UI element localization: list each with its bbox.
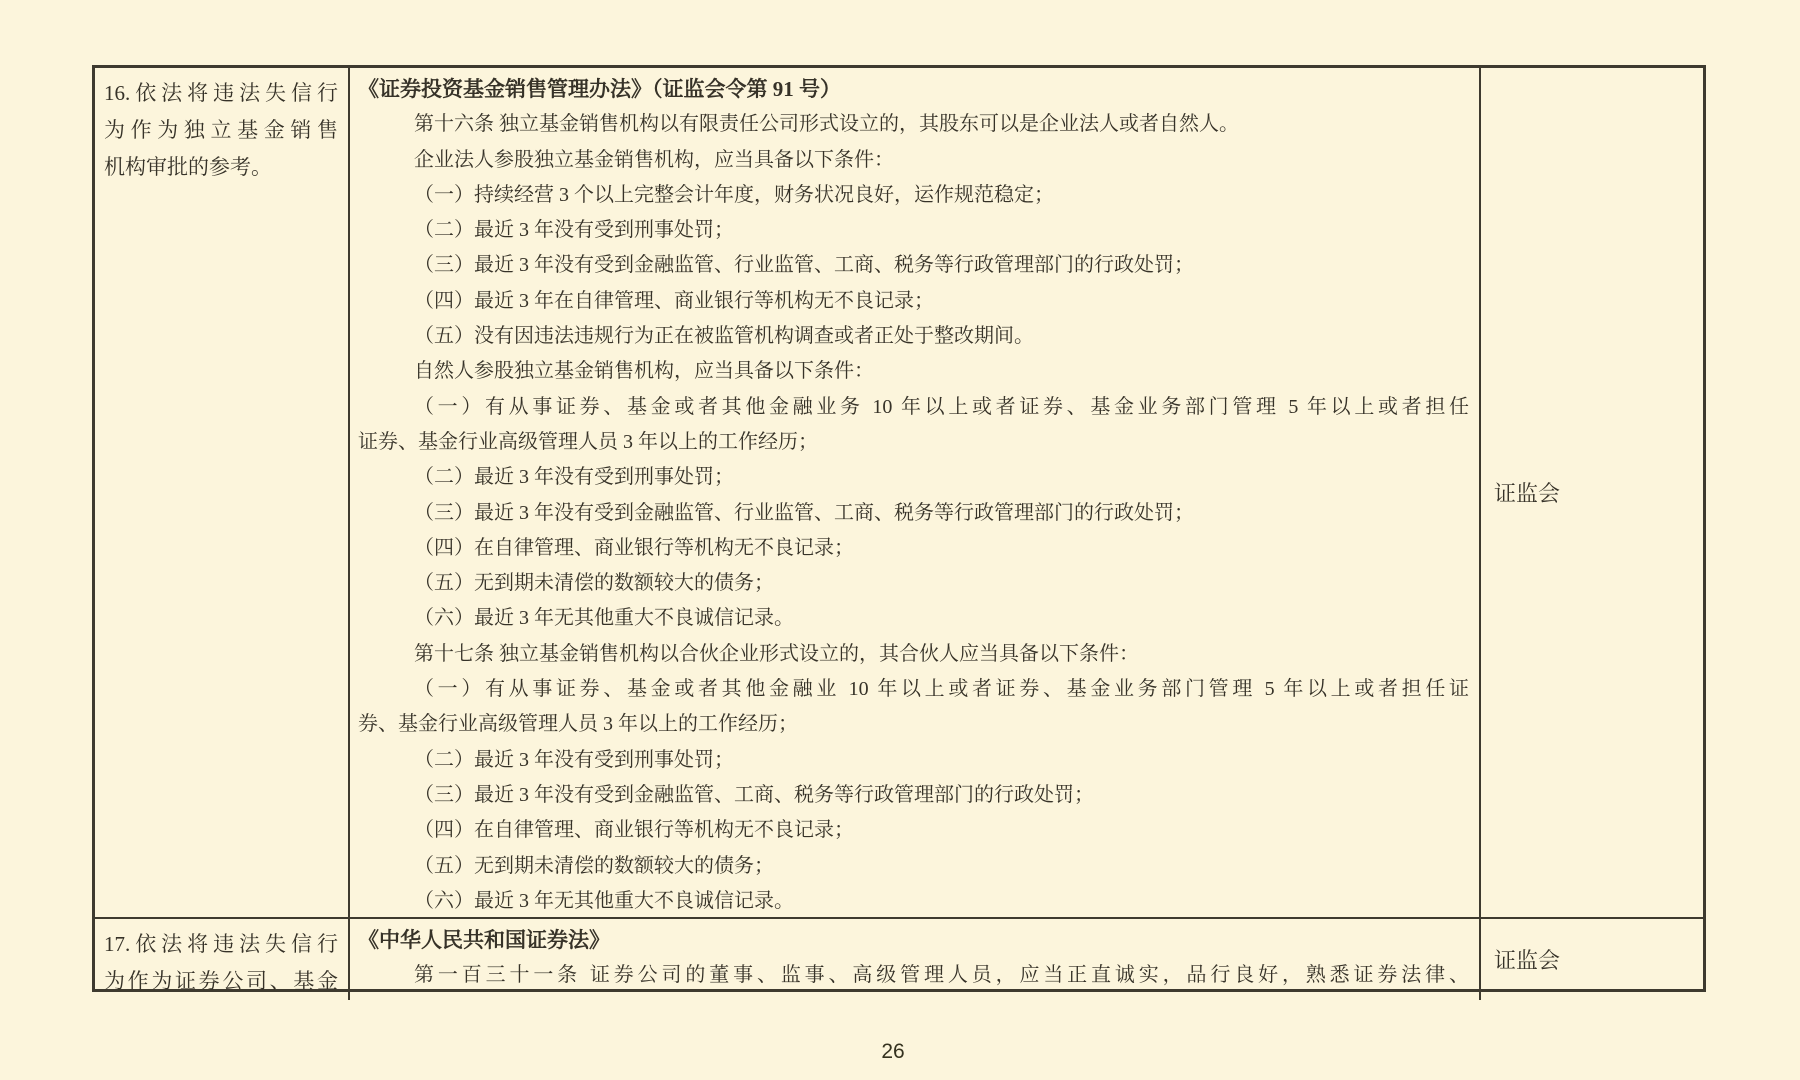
legal-text-line: （四）在自律管理、商业银行等机构无不良记录； xyxy=(414,536,854,559)
legal-text-line: 第一百三十一条 证券公司的董事、监事、高级管理人员，应当正直诚实，品行良好，熟悉证券法律、 xyxy=(414,964,1469,987)
legal-text-line: （二）最近 3 年没有受到刑事处罚； xyxy=(414,748,734,771)
legal-text-line: （二）最近 3 年没有受到刑事处罚； xyxy=(414,219,734,242)
legal-text-line: （五）无到期未清偿的数额较大的债务； xyxy=(414,854,774,877)
table-row xyxy=(95,919,1703,1000)
legal-text-line: （六）最近 3 年无其他重大不良诚信记录。 xyxy=(414,889,794,912)
legal-text-line: （三）最近 3 年没有受到金融监管、行业监管、工商、税务等行政管理部门的行政处罚； xyxy=(414,501,1194,524)
authority-cell xyxy=(1481,68,1703,917)
criterion-line: 16.依法将违法失信行 xyxy=(104,81,338,105)
table-row xyxy=(95,68,1703,919)
legal-text-line: （一）有从事证券、基金或者其他金融业 10 年以上或者证券、基金业务部门管理 5 年以上或者担任证 xyxy=(414,678,1469,701)
legal-text-line: 券、基金行业高级管理人员 3 年以上的工作经历； xyxy=(358,713,798,736)
legal-text-line: 第十七条 独立基金销售机构以合伙企业形式设立的，其合伙人应当具备以下条件： xyxy=(414,642,1139,665)
legal-basis-cell xyxy=(350,68,1481,917)
legal-text-line: （五）无到期未清偿的数额较大的债务； xyxy=(414,572,774,595)
authority-label: 证监会 xyxy=(1494,481,1561,506)
criterion-line: 为作为证券公司、基金 xyxy=(104,969,338,993)
legal-text-line: （一）持续经营 3 个以上完整会计年度，财务状况良好，运作规范稳定； xyxy=(414,183,1054,206)
legal-text-line: 企业法人参股独立基金销售机构，应当具备以下条件： xyxy=(414,148,894,171)
legal-text-line: 自然人参股独立基金销售机构，应当具备以下条件： xyxy=(414,360,874,383)
legal-text-line: （四）最近 3 年在自律管理、商业银行等机构无不良记录； xyxy=(414,289,934,312)
legal-text-line: （五）没有因违法违规行为正在被监管机构调查或者正处于整改期间。 xyxy=(414,325,1034,348)
legal-text-line: （六）最近 3 年无其他重大不良诚信记录。 xyxy=(414,607,794,630)
legal-text-line: （二）最近 3 年没有受到刑事处罚； xyxy=(414,466,734,489)
authority-label: 证监会 xyxy=(1494,948,1561,973)
legal-text-line: 《中华人民共和国证券法》 xyxy=(358,928,610,952)
authority-cell xyxy=(1481,919,1703,1000)
criterion-line: 机构审批的参考。 xyxy=(104,155,272,179)
legal-text-line: 证券、基金行业高级管理人员 3 年以上的工作经历； xyxy=(358,430,818,453)
legal-text-line: （四）在自律管理、商业银行等机构无不良记录； xyxy=(414,819,854,842)
legal-text-line: （三）最近 3 年没有受到金融监管、工商、税务等行政管理部门的行政处罚； xyxy=(414,783,1094,806)
legal-text-line: 《证券投资基金销售管理办法》（证监会令第 91 号） xyxy=(358,77,841,101)
regulation-table xyxy=(92,65,1706,992)
legal-text-line: （一）有从事证券、基金或者其他金融业务 10 年以上或者证券、基金业务部门管理 5 年以上或者担任 xyxy=(414,395,1469,418)
legal-text-line: 第十六条 独立基金销售机构以有限责任公司形式设立的，其股东可以是企业法人或者自然人。 xyxy=(414,113,1239,136)
legal-text-line: （三）最近 3 年没有受到金融监管、行业监管、工商、税务等行政管理部门的行政处罚； xyxy=(414,254,1194,277)
legal-basis-cell xyxy=(350,919,1481,1000)
criterion-line: 为作为独立基金销售 xyxy=(104,118,338,142)
criterion-cell xyxy=(95,919,350,1000)
criterion-line: 17.依法将违法失信行 xyxy=(104,932,338,956)
criterion-cell xyxy=(95,68,350,917)
page-number: 26 xyxy=(881,1040,905,1063)
